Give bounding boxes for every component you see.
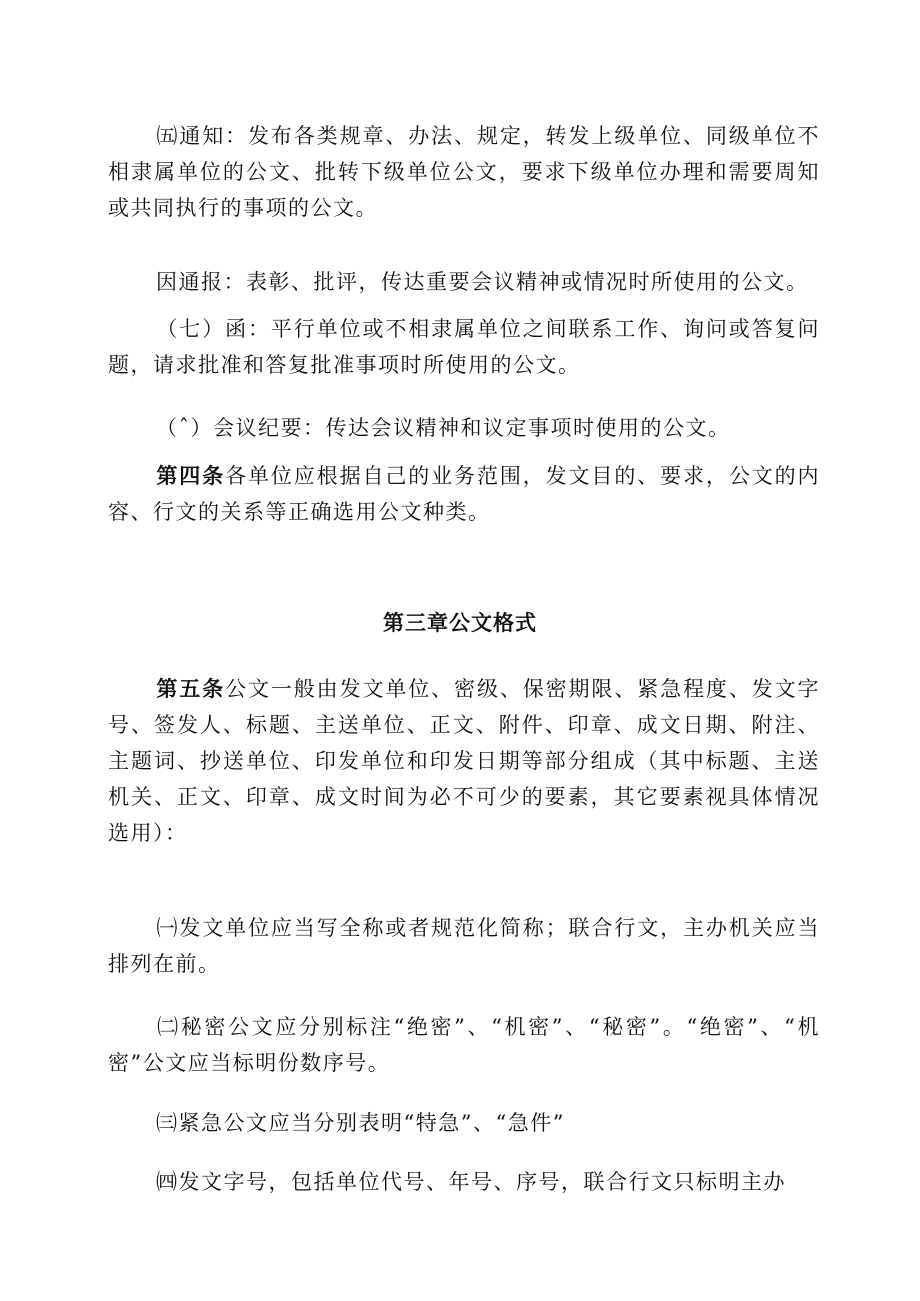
paragraph-text: ㈢紧急公文应当分别表明“特急”、“急件”	[156, 1111, 565, 1135]
paragraph-item-1	[108, 910, 820, 982]
article-label: 第五条	[156, 676, 226, 701]
paragraph-text: （七）函：平行单位或不相隶属单位之间联系工作、询问或答复问题，请求批准和答复批准事项时所使用的公文。	[108, 317, 820, 377]
paragraph-bulletin	[108, 264, 820, 300]
paragraph-text: 公文一般由发文单位、密级、保密期限、紧急程度、发文字号、签发人、标题、主送单位、正文、附件、印章、成文日期、附注、主题词、抄送单位、印发单位和印发日期等部分组成（其中标题、主送机关、正文、印章、成文时间为必不可少的要素，其它要素视具体情况选用）：	[108, 677, 821, 845]
article-label: 第四条	[156, 463, 226, 488]
chapter-heading: 第三章公文格式	[383, 610, 537, 635]
paragraph-text: （ˆ）会议纪要：传达会议精神和议定事项时使用的公文。	[156, 416, 731, 440]
paragraph-item-2	[108, 1009, 820, 1081]
paragraph-article-5	[108, 671, 820, 851]
paragraph-text: 因通报：表彰、批评，传达重要会议精神或情况时所使用的公文。	[156, 270, 809, 294]
paragraph-text: ㈤通知：发布各类规章、办法、规定，转发上级单位、同级单位不相隶属单位的公文、批转下级单位公文，要求下级单位办理和需要周知或共同执行的事项的公文。	[108, 124, 820, 220]
paragraph-text: ㈡秘密公文应分别标注“绝密”、“机密”、“秘密”。“绝密”、“机密”公文应当标明份数序号。	[108, 1015, 820, 1075]
paragraph-text: ㈣发文字号，包括单位代号、年号、序号，联合行文只标明主办	[156, 1170, 786, 1194]
paragraph-letter	[108, 311, 820, 383]
paragraph-text: ㈠发文单位应当写全称或者规范化简称；联合行文，主办机关应当排列在前。	[108, 916, 820, 976]
paragraph-notice	[108, 118, 820, 226]
paragraph-meeting-minutes	[108, 410, 820, 446]
paragraph-item-4	[108, 1164, 820, 1200]
paragraph-article-4	[108, 458, 820, 530]
paragraph-item-3	[108, 1105, 820, 1141]
paragraph-text: 各单位应根据自己的业务范围，发文目的、要求，公文的内容、行文的关系等正确选用公文种类。	[108, 464, 821, 524]
